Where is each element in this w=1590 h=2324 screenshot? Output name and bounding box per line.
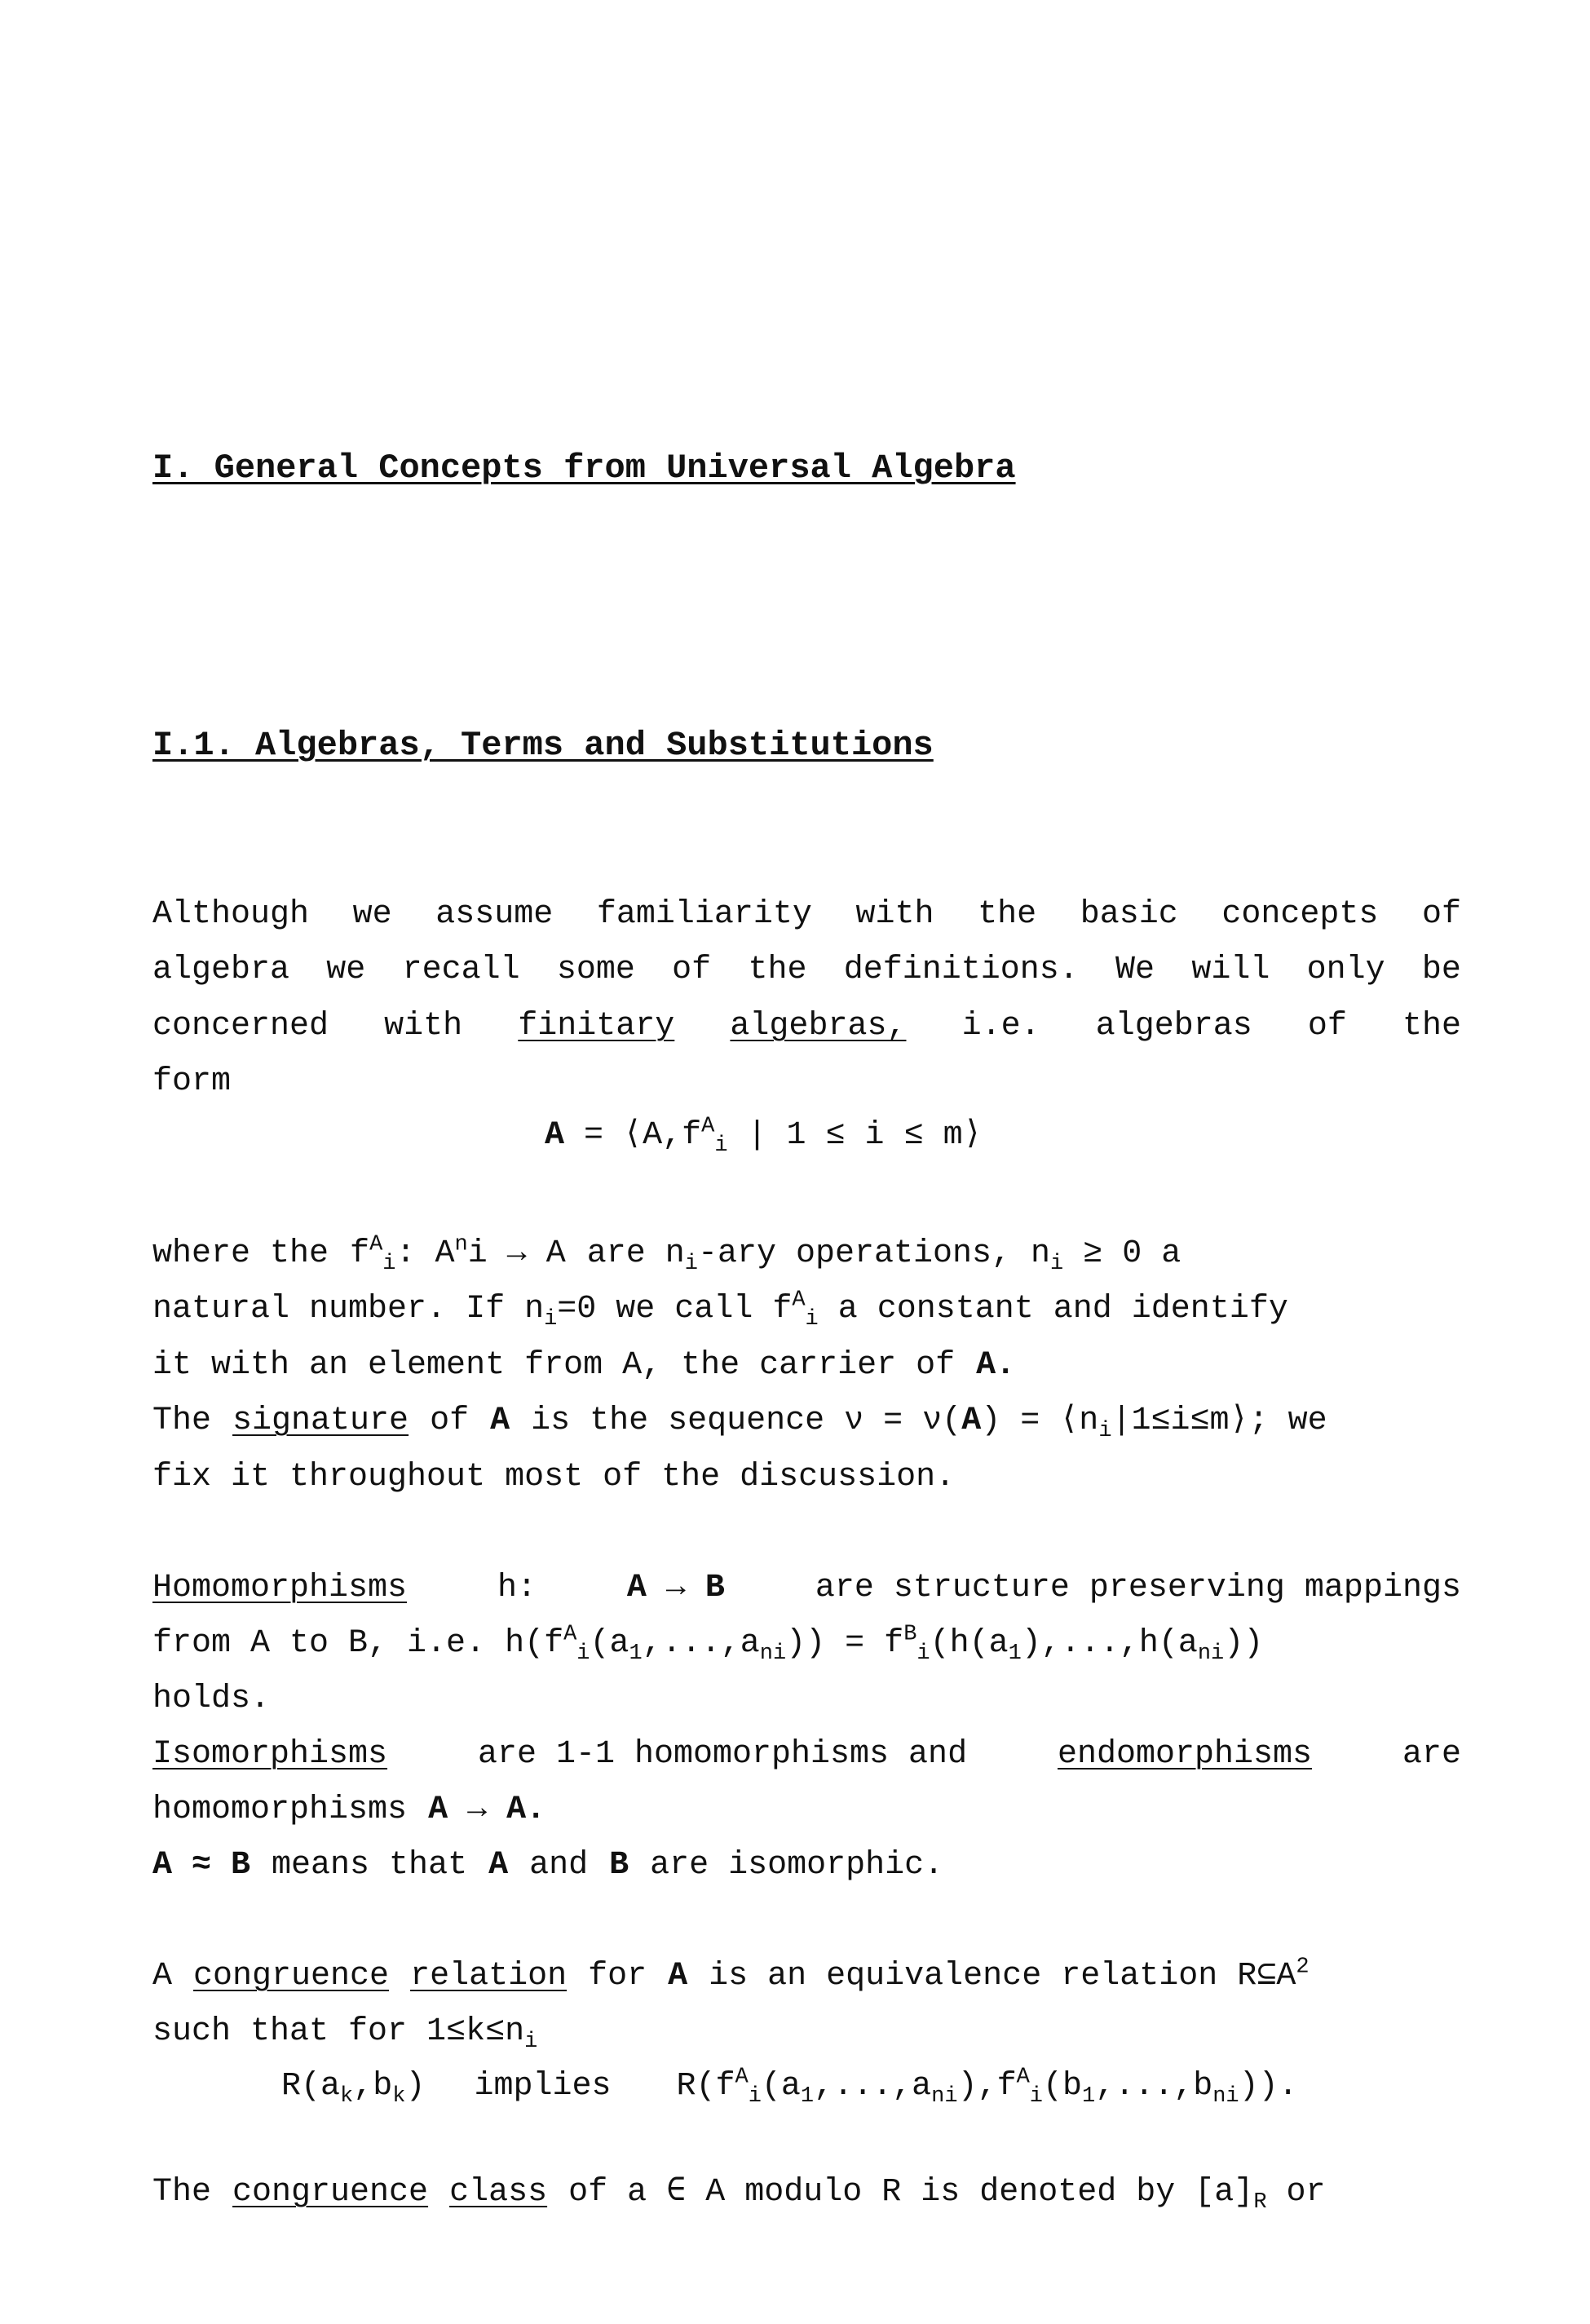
paragraph-4-line-4: The congruence class of a ∈ A modulo R is denoted by $[a]_R$ or bbox=[152, 2172, 1461, 2214]
term-relation: relation bbox=[410, 1958, 568, 1995]
paragraph-1-line-2: algebra we recall some of the definitions. We will only be bbox=[152, 952, 1461, 988]
chapter-heading: I. General Concepts from Universal Algebra bbox=[152, 448, 1016, 488]
paragraph-2-line-3: it with an element from A, the carrier of A. bbox=[152, 1347, 1016, 1384]
paragraph-3-line-2: from A to B, i.e. $h(f^A_i(a_1,...,a_{ni})) = f^B_i(h(a_1),...,h(a_{ni}))$ bbox=[152, 1622, 1264, 1666]
term-class: class bbox=[449, 2174, 548, 2211]
term-congruence-2: congruence bbox=[232, 2174, 429, 2211]
paragraph-1-line-3: concerned with finitary algebras, i.e. algebras of the bbox=[152, 1005, 1461, 1048]
paragraph-4-line-3: $R(a_k,b_k)$ implies $R(f^A_i(a_1,...,a_{ni}),f^A_i(b_1,...,b_{ni}))$. bbox=[281, 2065, 1298, 2109]
term-endomorphisms: endomorphisms bbox=[1058, 1736, 1313, 1773]
paragraph-3-line-1: Homomorphisms h: A → B are structure preserving mappings bbox=[152, 1567, 1461, 1610]
term-finitary: finitary bbox=[518, 1008, 675, 1045]
term-signature: signature bbox=[232, 1403, 409, 1439]
section-heading: I.1. Algebras, Terms and Substitutions bbox=[152, 726, 934, 765]
paragraph-4-line-2: such that for $1\le k\le n_i$ bbox=[152, 2013, 538, 2054]
paragraph-3-line-6: A ≈ B means that A and B are isomorphic. bbox=[152, 1847, 944, 1884]
term-congruence: congruence bbox=[193, 1958, 390, 1995]
paragraph-3-line-3: holds. bbox=[152, 1681, 271, 1717]
term-homomorphisms: Homomorphisms bbox=[152, 1570, 408, 1606]
paragraph-2-line-1: where the $f^A_i$: $A^ni \to A$ are $n_i$-ary operations, $n_i \ge 0$ a bbox=[152, 1232, 1181, 1276]
equation-algebra-definition: $A = ⟨A,f^A_i$ | 1 ≤ i ≤ m⟩ bbox=[545, 1114, 983, 1158]
paragraph-1-line-1: Although we assume familiarity with the basic concepts of bbox=[152, 896, 1461, 933]
paragraph-2-line-2: natural number. If $n_i=0$ we call $f^A_i$ a constant and identify bbox=[152, 1288, 1288, 1332]
paragraph-1-line-4: form bbox=[152, 1063, 232, 1100]
paragraph-3-line-5: homomorphisms A → A. bbox=[152, 1792, 546, 1828]
term-algebras: algebras, bbox=[730, 1008, 907, 1045]
paragraph-2-line-5: fix it throughout most of the discussion. bbox=[152, 1459, 956, 1496]
paragraph-4-line-1: A congruence relation for A is an equivalence relation $R⊆A^2$ bbox=[152, 1955, 1461, 1998]
term-isomorphisms: Isomorphisms bbox=[152, 1736, 388, 1773]
paragraph-3-line-4: Isomorphisms are 1-1 homomorphisms and endomorphisms are bbox=[152, 1734, 1461, 1776]
paragraph-2-line-4: The signature of A is the sequence $\nu = \nu(A) = ⟨n_i|1\le i\le m⟩$; we bbox=[152, 1400, 1461, 1443]
